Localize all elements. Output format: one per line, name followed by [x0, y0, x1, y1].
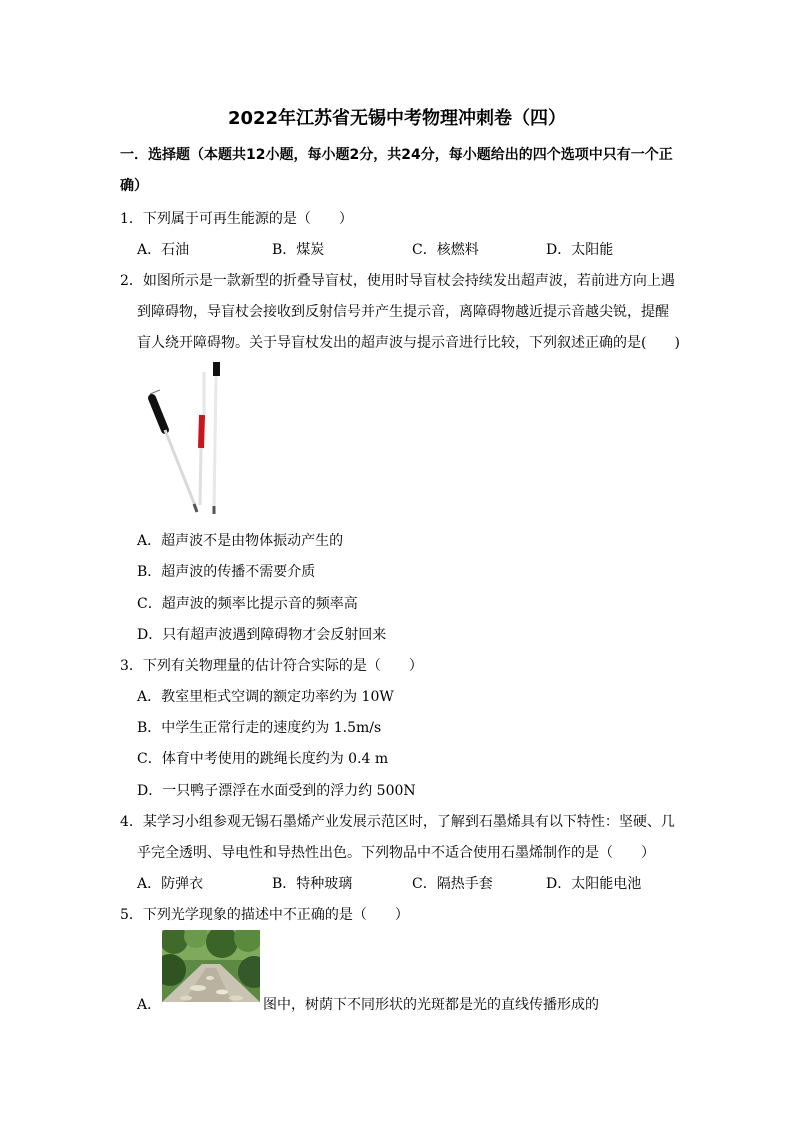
q1-option-a: A．石油: [137, 242, 190, 258]
q1-option-d: D．太阳能: [546, 242, 614, 258]
q2-option-c: C．超声波的频率比提示音的频率高: [137, 596, 358, 612]
q3-option-d: D．一只鸭子漂浮在水面受到的浮力约 500N: [137, 783, 416, 799]
cane-mid-red: [201, 415, 202, 448]
q4-stem-line-2: 乎完全透明、导电性和导热性出色。下列物品中不适合使用石墨烯制作的是（ ）: [137, 845, 655, 861]
q3-option-a: A．教室里柜式空调的额定功率约为 10W: [137, 689, 394, 705]
q2-stem-line-2: 到障碍物，导盲杖会接收到反射信号并产生提示音，离障碍物越近提示音越尖锐，提醒: [137, 304, 669, 320]
cane-mid-shaft-bottom: [200, 448, 201, 505]
q5-stem: 5．下列光学现象的描述中不正确的是（ ）: [120, 907, 409, 923]
q3-stem: 3．下列有关物理量的估计符合实际的是（ ）: [120, 658, 423, 674]
cane-left-shaft: [165, 430, 196, 508]
q5-option-a-label: A．: [137, 997, 162, 1013]
q2-option-d: D．只有超声波遇到障碍物才会反射回来: [137, 627, 387, 643]
q4-option-d: D．太阳能电池: [546, 876, 642, 892]
q1-stem: 1．下列属于可再生能源的是（ ）: [120, 211, 353, 227]
cane-right-grip: [213, 362, 220, 376]
q4-option-b: B．特种玻璃: [272, 876, 353, 892]
q5-option-a-text: 图中，树荫下不同形状的光斑都是光的直线传播形成的: [263, 997, 599, 1013]
folding-cane-figure: [140, 360, 230, 520]
q1-option-c: C．核燃料: [412, 242, 479, 258]
section-heading: 一．选择题（本题共12小题，每小题2分，共24分，每小题给出的四个选项中只有一个正确）: [120, 147, 673, 194]
q2-stem-line-3: 盲人绕开障碍物。关于导盲杖发出的超声波与提示音进行比较，下列叙述正确的是( ): [137, 335, 680, 351]
cane-left-handle: [152, 398, 165, 430]
q4-stem-line-1: 4．某学习小组参观无锡石墨烯产业发展示范区时，了解到石墨烯具有以下特性：坚硬、几: [120, 814, 675, 830]
q2-option-b: B．超声波的传播不需要介质: [137, 564, 316, 580]
cane-left-tip: [194, 504, 197, 512]
tree-shade-photo: [162, 930, 260, 1002]
q1-option-b: B．煤炭: [272, 242, 325, 258]
exam-title: 2022年江苏省无锡中考物理冲刺卷（四）: [227, 108, 567, 129]
q2-stem-line-1: 2．如图所示是一款新型的折叠导盲杖，使用时导盲杖会持续发出超声波，若前进方向上遇: [120, 273, 675, 289]
q3-option-b: B．中学生正常行走的速度约为 1.5m/s: [137, 720, 382, 736]
q4-option-a: A．防弹衣: [137, 876, 204, 892]
cane-strap: [150, 390, 160, 394]
q4-option-c: C．隔热手套: [412, 876, 493, 892]
cane-right-shaft: [214, 376, 216, 510]
q3-option-c: C．体育中考使用的跳绳长度约为 0.4 m: [137, 751, 389, 767]
q2-option-a: A．超声波不是由物体振动产生的: [137, 533, 344, 549]
